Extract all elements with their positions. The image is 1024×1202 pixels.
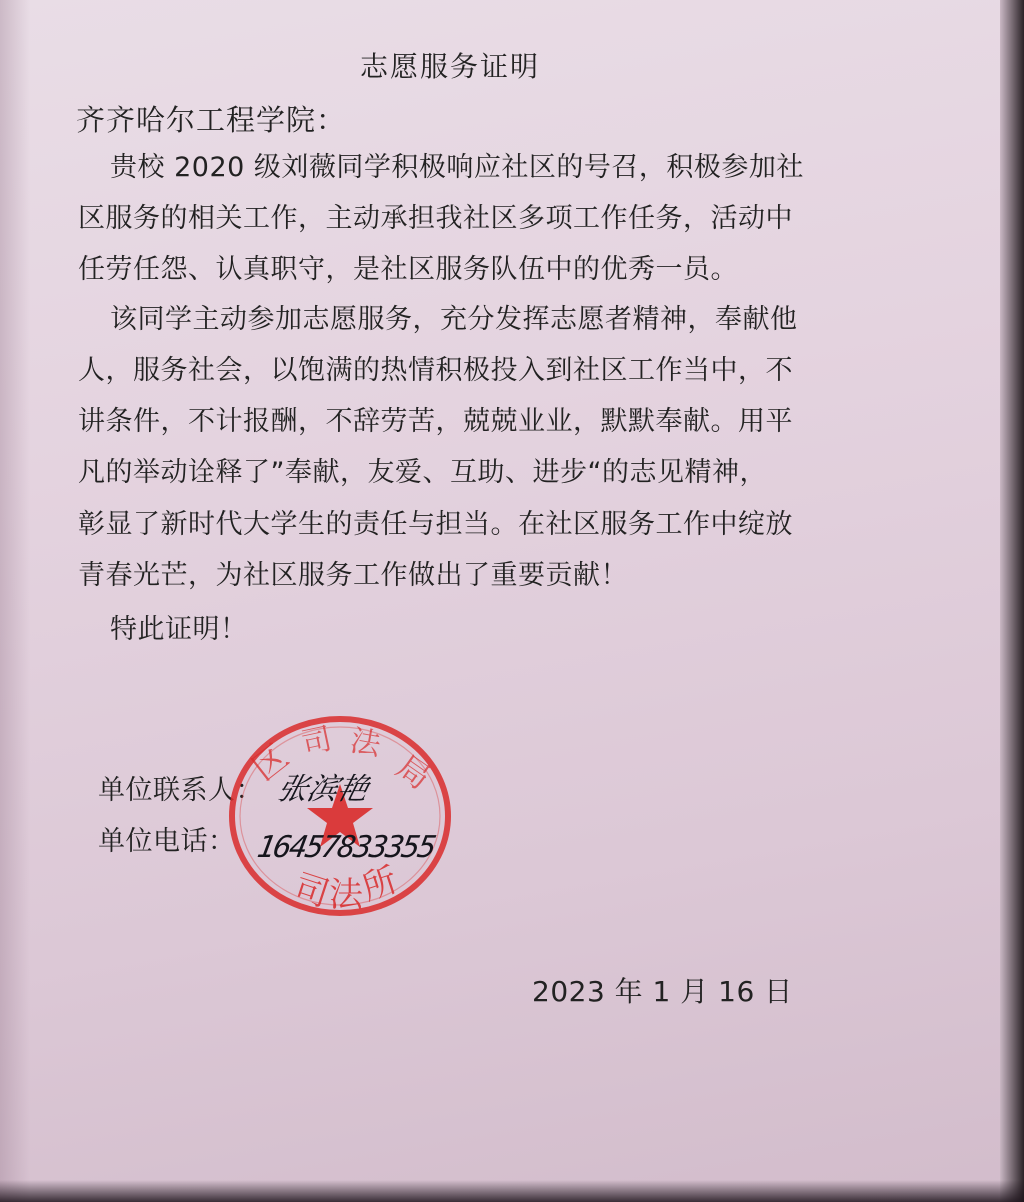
seal-bottom-char-3: 所 [357, 860, 403, 909]
seal-top-char-2: 司 [298, 721, 336, 762]
page-shadow-right [1000, 0, 1024, 1202]
paragraph2-line-3: 讲条件，不计报酬，不辞劳苦，兢兢业业，默默奉献。用平 [78, 406, 793, 437]
seal-top-char-4: 局 [389, 747, 438, 797]
handwritten-contact-signature [254, 765, 510, 875]
closing-text: 特此证明！ [110, 614, 248, 645]
paragraph2-line-2: 人，服务社会，以饱满的热情积极投入到社区工作当中，不 [78, 355, 793, 386]
seal-bottom-char-2: 法 [329, 875, 363, 915]
salutation: 齐齐哈尔工程学院： [76, 103, 347, 137]
seal-top-char-1: 区 [244, 736, 297, 790]
paragraph1-line-2: 区服务的相关工作，主动承担我社区多项工作任务，活动中 [78, 203, 793, 234]
paragraph1-line-1: 贵校 2020 级刘薇同学积极响应社区的号召，积极参加社 [110, 152, 804, 183]
phone-label: 单位电话： [98, 826, 236, 857]
paragraph2-line-6: 青春光芒，为社区服务工作做出了重要贡献！ [78, 560, 628, 591]
page-shadow-bottom [0, 1180, 1024, 1202]
seal-bottom-char-1: 司 [289, 866, 334, 916]
paragraph2-line-1: 该同学主动参加志愿服务，充分发挥志愿者精神，奉献他 [110, 304, 798, 335]
paragraph1-line-3: 任劳任怨、认真职守，是社区服务队伍中的优秀一员。 [78, 254, 738, 285]
paragraph2-line-4: 凡的举动诠释了”奉献，友爱、互助、进步“的志见精神， [78, 457, 767, 488]
seal-top-char-3: 法 [347, 723, 384, 764]
handwritten-name: 张滨艳 [273, 772, 373, 807]
date: 2023 年 1 月 16 日 [532, 975, 793, 1008]
page-shadow-left [0, 0, 30, 1202]
handwritten-phone: 16457833355 [254, 830, 438, 865]
paragraph2-line-5: 彰显了新时代大学生的责任与担当。在社区服务工作中绽放 [78, 509, 793, 540]
document-title: 志愿服务证明 [360, 50, 541, 83]
contact-label: 单位联系人： [98, 775, 263, 806]
